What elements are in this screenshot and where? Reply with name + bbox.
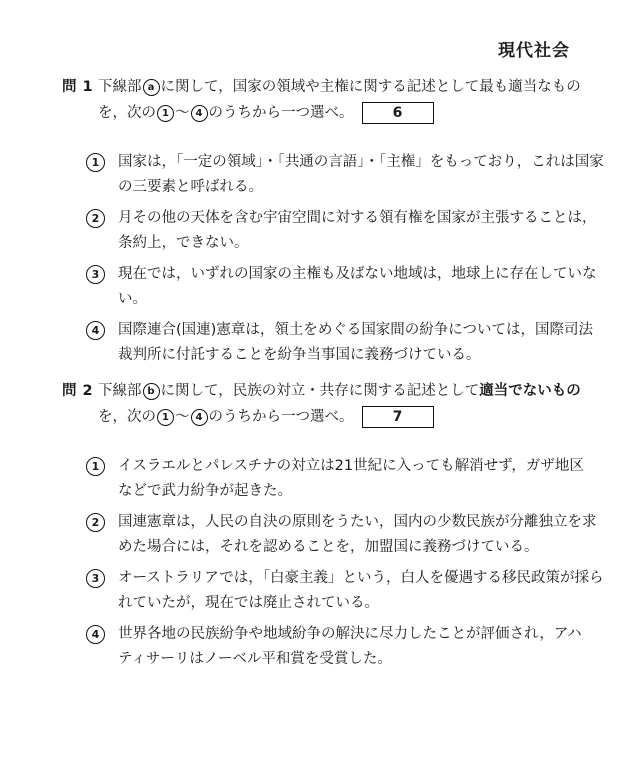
emphasis-not-appropriate: 適当でないもの <box>479 383 581 399</box>
question-1 <box>62 74 604 374</box>
question-1-stem: 問 1 下線部 a に関して，国家の領域や主権に関する記述として最も適当なもの を，次の 1 〜 4 のうちから一つ選べ。 6 <box>62 74 572 126</box>
choice-number-mark: 1 <box>86 457 105 476</box>
choice-item[interactable]: 3 現在では，いずれの国家の主権も及ばない地域は，地球上に存在していな い。 <box>86 262 572 312</box>
question-2-stem: 問 2 下線部 b に関して，民族の対立・共存に関する記述として適当でないもの を，次の 1 〜 4 のうちから一つ選べ。 7 <box>62 378 572 430</box>
choice-number-mark: 4 <box>86 625 105 644</box>
choice-item[interactable]: 2 国連憲章は，人民の自決の原則をうたい，国内の少数民族が分離独立を求 めた場合には，それを認めることを，加盟国に義務づけている。 <box>86 510 572 560</box>
choice-item[interactable]: 1 イスラエルとパレスチナの対立は21世紀に入っても解消せず，ガザ地区 などで武力紛争が起きた。 <box>86 454 572 504</box>
subject-title: 現代社会 <box>498 41 570 61</box>
question-1-choices <box>62 150 604 368</box>
question-1-number: 問 1 <box>62 79 93 95</box>
range-start-mark: 1 <box>157 409 174 426</box>
choice-item[interactable]: 2 月その他の天体を含む宇宙空間に対する領有権を国家が主張することは， 条約上，できない。 <box>86 206 572 256</box>
answer-box-6[interactable]: 6 <box>362 102 434 124</box>
question-2 <box>62 378 604 678</box>
choice-number-mark: 2 <box>86 513 105 532</box>
choice-number-mark: 3 <box>86 265 105 284</box>
range-start-mark: 1 <box>157 105 174 122</box>
question-2-number: 問 2 <box>62 383 93 399</box>
q2-stem-text-a: 下線部 <box>98 383 142 399</box>
choice-number-mark: 1 <box>86 153 105 172</box>
choice-number-mark: 4 <box>86 321 105 340</box>
choice-number-mark: 3 <box>86 569 105 588</box>
choice-number-mark: 2 <box>86 209 105 228</box>
choice-item[interactable]: 4 世界各地の民族紛争や地域紛争の解決に尽力したことが評価され，アハ ティサーリはノーベル平和賞を受賞した。 <box>86 622 572 672</box>
q1-stem-text-b: に関して，国家の領域や主権に関する記述として最も適当なもの <box>160 79 581 95</box>
underline-ref-a-mark: a <box>143 79 160 96</box>
choice-item[interactable]: 3 オーストラリアでは，「白豪主義」という，白人を優遇する移民政策が採ら れていたが，現在では廃止されている。 <box>86 566 572 616</box>
range-end-mark: 4 <box>191 409 208 426</box>
range-end-mark: 4 <box>191 105 208 122</box>
answer-box-7[interactable]: 7 <box>362 406 434 428</box>
choice-item[interactable]: 4 国際連合(国連)憲章は，領土をめぐる国家間の紛争については，国際司法 裁判所に付託することを紛争当事国に義務づけている。 <box>86 318 572 368</box>
q2-stem-text-b: に関して，民族の対立・共存に関する記述として <box>160 383 480 399</box>
choice-item[interactable]: 1 国家は，「一定の領域」・「共通の言語」・「主権」をもっており，これは国家 の三要素と呼ばれる。 <box>86 150 572 200</box>
question-2-choices <box>62 454 604 672</box>
q1-stem-text-a: 下線部 <box>98 79 142 95</box>
underline-ref-b-mark: b <box>143 383 160 400</box>
